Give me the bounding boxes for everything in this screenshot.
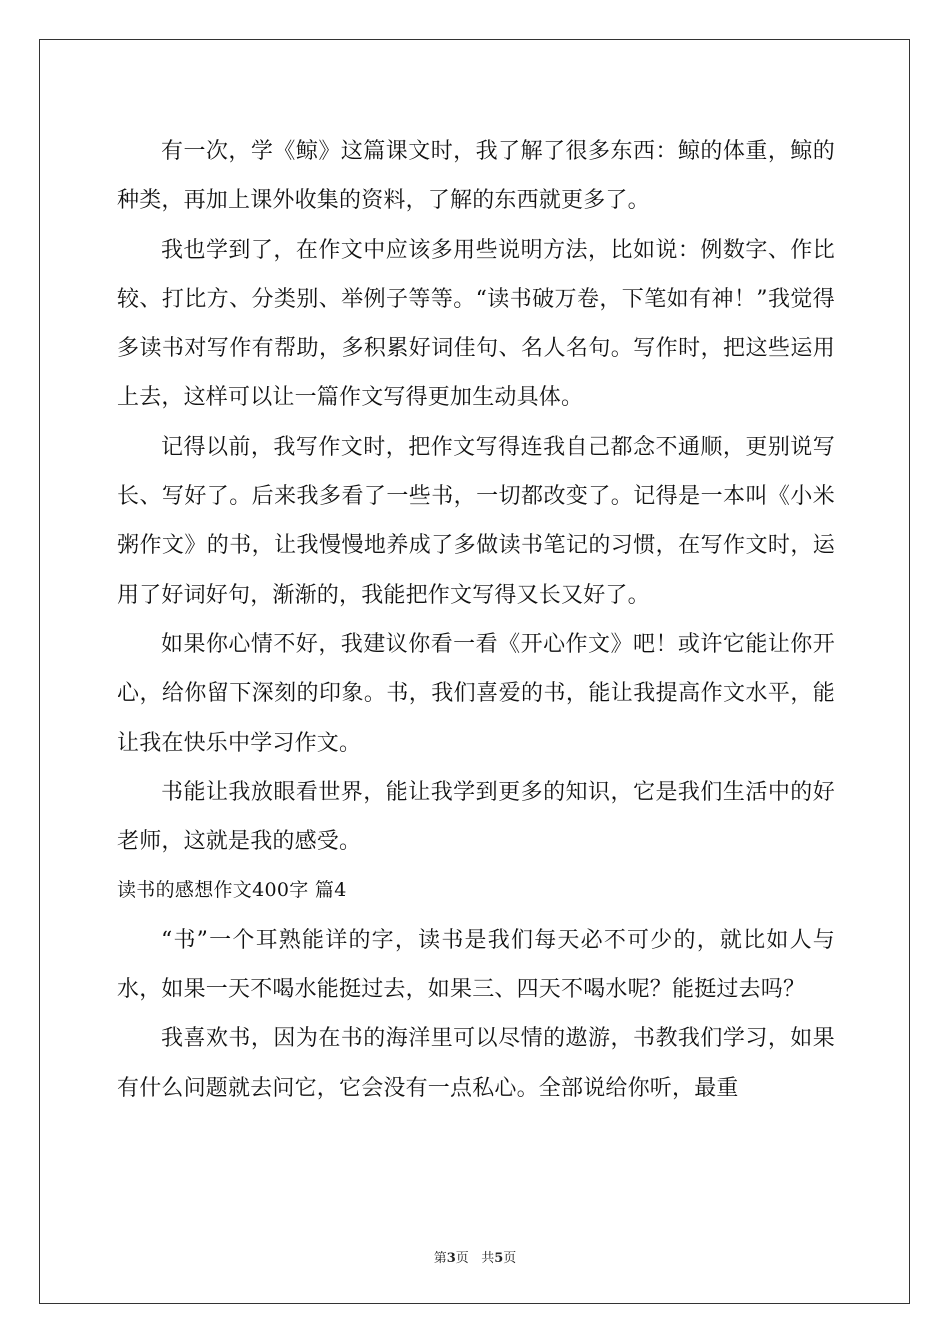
paragraph: 我也学到了，在作文中应该多用些说明方法，比如说：例数字、作比较、打比方、分类别、举例子等等。“读书破万卷，下笔如有神！”我觉得多读书对写作有帮助，多积累好词佳句、名人名句。写作时，把这些运用上去，这样可以让一篇作文写得更加生动具体。 xyxy=(117,237,835,411)
paragraph: 书能让我放眼看世界，能让我学到更多的知识，它是我们生活中的好老师，这就是我的感受。 xyxy=(117,779,835,855)
current-page-number: 3 xyxy=(446,1251,456,1266)
paragraph: 记得以前，我写作文时，把作文写得连我自己都念不通顺，更别说写长、写好了。后来我多看了一些书，一切都改变了。记得是一本叫《小米粥作文》的书，让我慢慢地养成了多做读书笔记的习惯，在写作文时，运用了好词好句，渐渐的，我能把作文写得又长又好了。 xyxy=(117,434,835,608)
section-heading: 读书的感想作文400字 篇4 xyxy=(117,879,347,902)
footer-mid: 页 共 xyxy=(455,1251,495,1266)
footer-suffix: 页 xyxy=(503,1251,517,1266)
paragraph: 有一次，学《鲸》这篇课文时，我了解了很多东西：鲸的体重，鲸的种类，再加上课外收集的资料，了解的东西就更多了。 xyxy=(117,139,835,214)
paragraph: “书”一个耳熟能详的字，读书是我们每天必不可少的，就比如人与水，如果一天不喝水能挺过去，如果三、四天不喝水呢？能挺过去吗？ xyxy=(117,927,835,1003)
total-pages-number: 5 xyxy=(494,1251,504,1266)
footer-prefix: 第 xyxy=(433,1251,447,1266)
page-footer xyxy=(0,1247,950,1266)
document-body xyxy=(117,127,835,1113)
paragraph: 我喜欢书，因为在书的海洋里可以尽情的遨游，书教我们学习，如果有什么问题就去问它，它会没有一点私心。全部说给你听，最重 xyxy=(117,1026,835,1101)
paragraph: 如果你心情不好，我建议你看一看《开心作文》吧！或许它能让你开心，给你留下深刻的印象。书，我们喜爱的书，能让我提高作文水平，能让我在快乐中学习作文。 xyxy=(117,631,835,756)
